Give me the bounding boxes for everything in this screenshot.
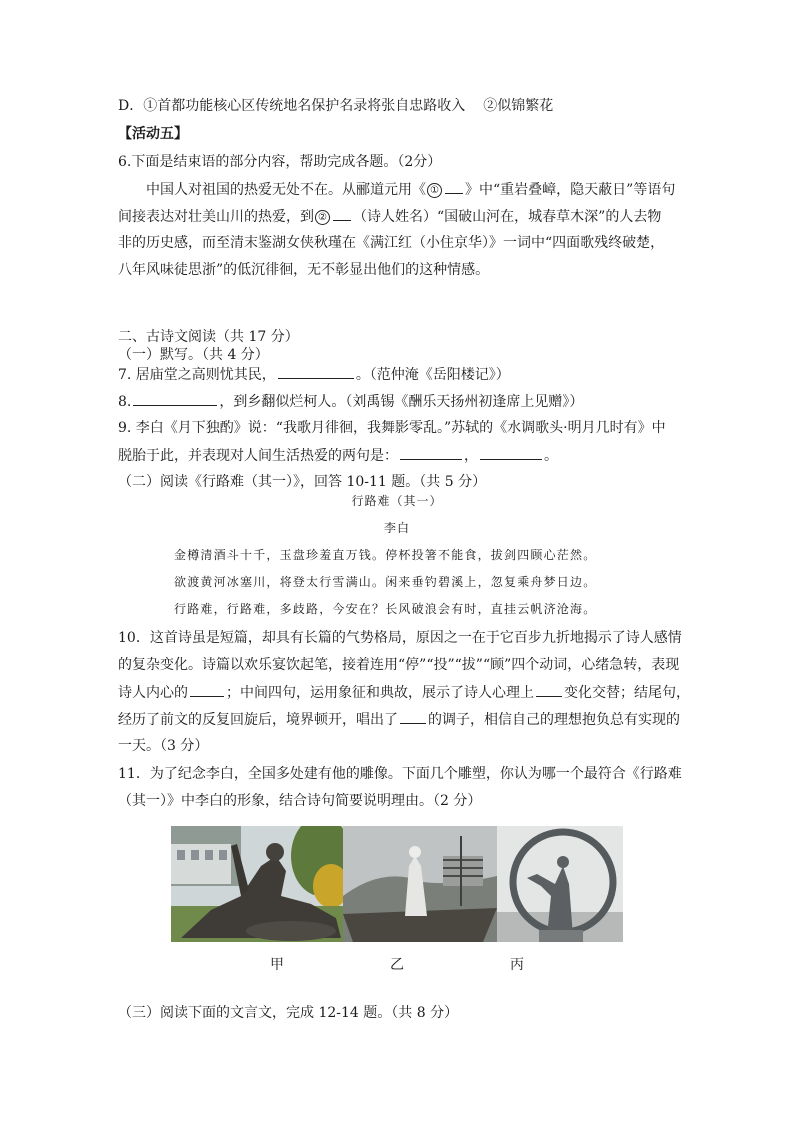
option-d [118,96,553,116]
statue-photo-yi [343,826,497,942]
q7-source: 。（范仲淹《岳阳楼记》） [355,367,510,383]
q10-blank-2[interactable] [536,682,562,697]
q10-line2: 的复杂变化。诗篇以欢乐宴饮起笔，接着连用“停”“投”“拔”“顾”四个动词，心绪急转，表现 [118,657,680,673]
q10-line5: 一天。（3 分） [118,738,209,754]
q6-text: 间接表达对壮美山川的热爱，到 [118,209,314,225]
q10-line1: 10．这首诗虽是短篇，却具有长篇的气势格局，原因之一在于它百步九折地揭示了诗人感情 [118,630,682,646]
activity-five-heading: 【活动五】 [118,126,188,142]
caption-yi: 乙 [390,957,404,973]
q7-blank[interactable] [278,364,354,379]
q9-period: 。 [544,448,558,464]
poem-line: 金樽清酒斗十千，玉盘珍羞直万钱。停杯投箸不能食，拔剑四顾心茫然。 [174,548,597,562]
q8-blank[interactable] [133,391,217,406]
poem-author: 李白 [383,521,410,535]
caption-bing: 丙 [510,957,524,973]
q10-text: 经历了前文的反复回旋后，境界顿开，唱出了 [118,712,398,728]
q10-blank-1[interactable] [190,682,224,697]
q6-line3: 非的历史感，而至清末鉴湖女侠秋瑾在《满江红（小住京华）》一词中“四面歌残终破楚， [118,235,665,251]
q6-line2 [118,206,661,227]
caption-jia: 甲 [270,957,284,973]
option-d-text2: 似锦繁花 [497,98,554,114]
q10-text: 变化交替；结尾句， [564,685,690,701]
circled-number-2: ② [483,98,498,114]
poem-line: 行路难，行路难，多歧路，今安在？长风破浪会有时，直挂云帆济沧海。 [174,602,597,616]
q8 [118,391,583,412]
q7-text: 7. 居庙堂之高则忧其民， [118,367,276,383]
q9-text: 脱胎于此，并表现对人间生活热爱的两句是： [118,448,398,464]
q6-text: （诗人姓名）“国破山河在，城春草木深”的人去物 [353,209,662,225]
q6-text: 》中“重岩叠嶂，隐天蔽日”等语句 [465,182,676,198]
q6-stem: 6.下面是结束语的部分内容，帮助完成各题。（2分） [118,154,442,170]
q6-text: 中国人对祖国的热爱无处不在。从郦道元用《 [146,182,426,198]
q9-line2 [118,445,558,466]
q11-line1: 11．为了纪念李白，全国多处建有他的雕像。下面几个雕塑，你认为哪一个最符合《行路难 [118,766,682,782]
q9-blank-1[interactable] [400,445,462,460]
blank-marker-2: ② [315,210,330,225]
section2-sub1: （一）默写。（共 4 分） [118,347,269,363]
option-d-text1: 首都功能核心区传统地名保护名录将张自忠路收入 [157,98,466,114]
q10-blank-3[interactable] [400,709,426,724]
q10-text: 诗人内心的 [118,685,188,701]
q6-line4: 八年风味徒思浙”的低沉徘徊，无不彰显出他们的这种情感。 [118,262,490,278]
q8-number: 8. [118,394,132,410]
section2-title: 二、古诗文阅读（共 17 分） [118,329,299,345]
section3-heading: （三）阅读下面的文言文，完成 12-14 题。（共 8 分） [118,1005,459,1021]
blank-2[interactable] [333,206,351,221]
section2-sub2: （二）阅读《行路难（其一）》，回答 10-11 题。（共 5 分） [118,474,487,490]
blank-1[interactable] [445,179,463,194]
poem-line: 欲渡黄河冰塞川，将登太行雪满山。闲来垂钓碧溪上，忽复乘舟梦日边。 [174,575,597,589]
q8-text: ，到乡翻似烂柯人。（刘禹锡《酬乐天扬州初逢席上见赠》） [219,394,584,410]
q7 [118,364,510,385]
blank-marker-1: ① [427,183,442,198]
statue-photo-jia [171,826,343,942]
q10-text: ；中间四句，运用象征和典故，展示了诗人心理上 [226,685,534,701]
q11-line2: （其一）》中李白的形象，结合诗句简要说明理由。（2 分） [118,793,482,809]
option-d-prefix: D． [118,98,144,114]
q10-text: 的调子，相信自己的理想抱负总有实现的 [428,712,680,728]
q9-line1: 9. 李白《月下独酌》说：“我歌月徘徊，我舞影零乱。”苏轼的《水调歌头·明月几时有》中 [118,420,666,436]
poem-title: 行路难（其一） [351,494,443,508]
q6-line1 [146,179,675,200]
q9-blank-2[interactable] [480,445,542,460]
q10-line3 [118,682,690,703]
q10-line4 [118,709,680,730]
circled-number-1: ① [143,98,158,114]
statue-photo-bing [497,826,623,942]
q9-comma: ， [464,448,478,464]
